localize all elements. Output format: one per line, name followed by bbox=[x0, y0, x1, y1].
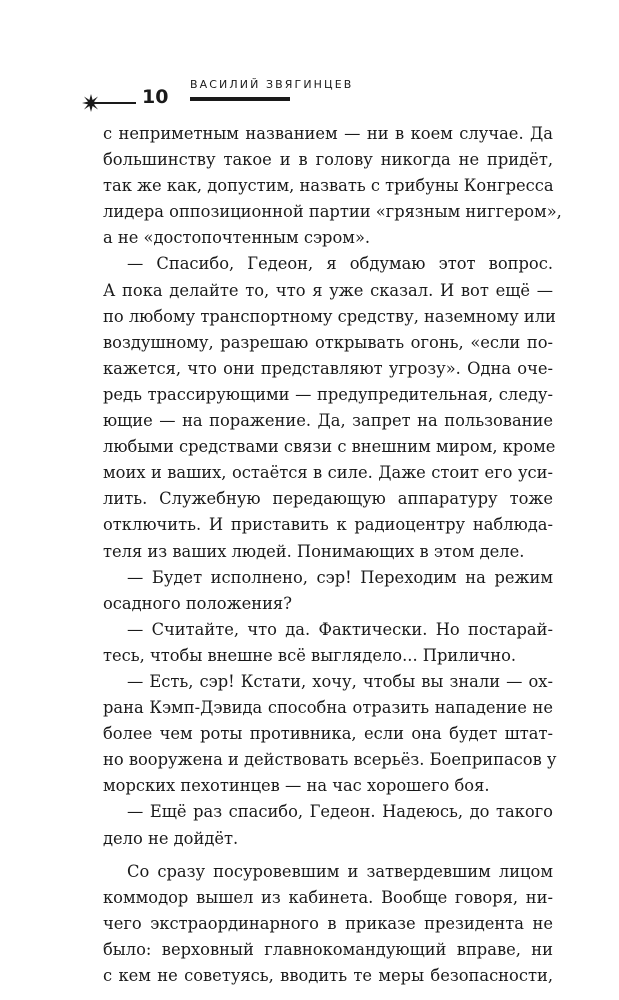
text-line: рана Кэмп-Дэвида способна отразить нападение не bbox=[103, 698, 553, 718]
text-line: — Есть, сэр! Кстати, хочу, чтобы вы знали — ох- bbox=[127, 671, 553, 691]
text-line: моих и ваших, остаётся в силе. Даже стоит его уси- bbox=[103, 463, 553, 483]
text-line: А пока делайте то, что я уже сказал. И вот ещё — bbox=[103, 280, 553, 300]
text-line: большинству такое и в голову никогда не придёт, bbox=[103, 150, 553, 170]
text-line: морских пехотинцев — на час хорошего боя. bbox=[103, 776, 490, 796]
page-number: 10 bbox=[142, 86, 169, 108]
header-rule-left bbox=[96, 102, 136, 104]
text-line: воздушному, разрешаю открывать огонь, «если по- bbox=[103, 332, 553, 352]
header-rule-under-author bbox=[190, 97, 290, 101]
text-line: осадного положения? bbox=[103, 593, 292, 613]
text-line: лить. Служебную передающую аппаратуру тоже bbox=[103, 489, 553, 509]
text-line: редь трассирующими — предупредительная, следу- bbox=[103, 384, 553, 404]
text-line: чего экстраординарного в приказе президента не bbox=[103, 913, 553, 933]
text-line: — Ещё раз спасибо, Гедеон. Надеюсь, до такого bbox=[127, 802, 553, 822]
text-line: лидера оппозиционной партии «грязным ниггером», bbox=[103, 202, 562, 222]
text-line: с неприметным названием — ни в коем случае. Да bbox=[103, 124, 553, 143]
text-line: — Спасибо, Гедеон, я обдумаю этот вопрос. bbox=[127, 254, 553, 274]
text-line: любыми средствами связи с внешним миром, кроме bbox=[103, 437, 556, 457]
text-line: так же как, допустим, назвать с трибуны Конгресса bbox=[103, 176, 554, 196]
text-line: более чем роты противника, если она будет штат- bbox=[103, 724, 553, 744]
text-line: но вооружена и действовать всерьёз. Боеприпасов у bbox=[103, 750, 557, 770]
text-line: с кем не советуясь, вводить те меры безопасности, bbox=[103, 966, 553, 985]
text-line: было: верховный главнокомандующий вправе, ни bbox=[103, 939, 553, 959]
paragraph-gap bbox=[103, 852, 553, 859]
body-text bbox=[103, 121, 562, 989]
running-head-author: ВАСИЛИЙ ЗВЯГИНЦЕВ bbox=[190, 78, 354, 91]
page-header bbox=[0, 0, 619, 110]
text-line: тесь, чтобы внешне всё выглядело... Прилично. bbox=[103, 645, 517, 665]
text-line: а не «достопочтенным сэром». bbox=[103, 228, 371, 248]
text-line: отключить. И приставить к радиоцентру наблюда- bbox=[103, 515, 553, 535]
text-line: — Будет исполнено, сэр! Переходим на режим bbox=[127, 567, 553, 587]
text-line: кажется, что они представляют угрозу». Одна оче- bbox=[103, 358, 553, 378]
text-line: по любому транспортному средству, наземному или bbox=[103, 306, 556, 326]
text-line: теля из ваших людей. Понимающих в этом деле. bbox=[103, 541, 525, 561]
text-line: Со сразу посуровевшим и затвердевшим лицом bbox=[127, 861, 553, 881]
text-line: дело не дойдёт. bbox=[103, 828, 239, 848]
text-line: коммодор вышел из кабинета. Вообще говоря, ни- bbox=[103, 887, 553, 907]
text-line: — Считайте, что да. Фактически. Но постарай- bbox=[127, 619, 553, 639]
text-line: ющие — на поражение. Да, запрет на пользование bbox=[103, 411, 553, 431]
